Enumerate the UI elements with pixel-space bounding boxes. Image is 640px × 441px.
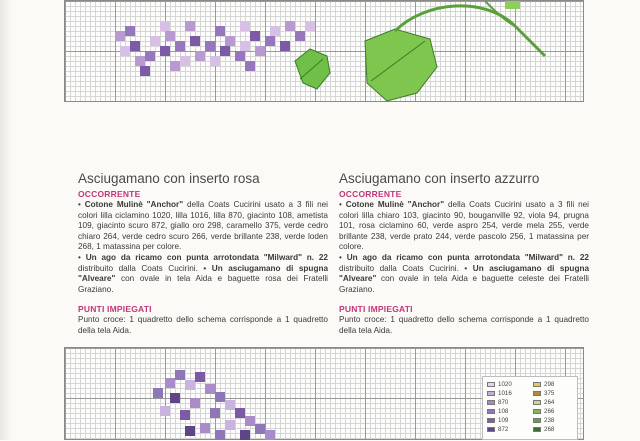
legend-code: 1016 [498, 390, 512, 397]
punti-heading-right: PUNTI IMPIEGATI [339, 304, 413, 315]
lilac-motif-top [65, 1, 585, 103]
materials-text-3-right: con ovale in tela Aida e baguette celeste dei Fratelli Graziano. [339, 274, 589, 294]
legend-swatch [533, 409, 541, 414]
materials-bold-1-right: Cotone Mulinè "Anchor" [345, 200, 445, 209]
legend-swatch [533, 391, 541, 396]
lilac-flowers-bottom [153, 370, 275, 440]
legend-code: 870 [498, 399, 509, 406]
legend-swatch [487, 418, 495, 423]
materials-text-1-left: della Coats Cucirini usato a 3 fili nei colori lilla ciclamino 1020, lilla 1016, lilla 870, giacinto 108, ametista 109, giacinto scuro 872, giallo oro 298, caramello 375, verde cedro chiaro 264, verde cedro scuro 266, verde brillante 238, verde loden 268, 1 matassina per colore. [78, 200, 328, 252]
cross-stitch-chart-top [64, 0, 584, 102]
green-leaves-top [295, 1, 545, 101]
materials-paragraph-2-right: • Un ago da ricamo con punta arrotondata "Milward" n. 22 distribuito dalla Coats Cucirini. • Un asciugamano di spugna "Alveare" con ovale in tela Aida e baguette celeste dei Fratelli Graziano. [339, 252, 589, 294]
article-right [339, 171, 589, 337]
materials-text-2-left: distribuito dalla Coats Cucirini. [78, 263, 198, 273]
materials-bold-3-right: Un asciugamano di spugna "Alveare" [339, 263, 589, 284]
legend-row-1016 [487, 390, 512, 397]
thread-color-legend [482, 376, 578, 440]
legend-code: 1020 [498, 381, 512, 388]
legend-row-109 [487, 417, 508, 424]
page-edge [0, 0, 12, 440]
materials-bold-3-left: Un asciugamano di spugna "Alveare" [78, 263, 328, 284]
legend-swatch [533, 418, 541, 423]
legend-swatch [487, 382, 495, 387]
legend-code: 238 [544, 417, 555, 424]
article-title-right: Asciugamano con inserto azzurro [339, 171, 540, 186]
materials-text-1-right: della Coats Cucirini usato a 3 fili nei colori lilla chiaro 103, giacinto 90, bouganville 92, viola 94, prugna 101, rosa ciclamino 60, verde aspro 254, verde mela 255, verde brillante 238, verde prato 244, verde pascolo 256, 1 matassina per colore. [339, 200, 589, 252]
legend-row-238 [533, 417, 554, 424]
legend-code: 872 [498, 426, 509, 433]
legend-swatch [487, 400, 495, 405]
materials-text-2-right: distribuito dalla Coats Cucirini. [339, 263, 459, 273]
legend-code: 298 [544, 381, 555, 388]
legend-swatch [487, 391, 495, 396]
legend-code: 266 [544, 408, 555, 415]
legend-row-108 [487, 408, 508, 415]
legend-swatch [487, 409, 495, 414]
legend-row-870 [487, 399, 508, 406]
occorrente-heading-right: OCCORRENTE [339, 189, 402, 199]
materials-paragraph-1-right: • Cotone Mulinè "Anchor" della Coats Cucirini usato a 3 fili nei colori lilla chiaro 103, giacinto 90, bouganville 92, viola 94, prugna 101, rosa ciclamino 60, verde aspro 254, verde mela 255, verde brillante 238, verde prato 244, verde pascolo 256, 1 matassina per colore. [339, 200, 589, 252]
materials-paragraph-2-left: • Un ago da ricamo con punta arrotondata "Milward" n. 22 distribuito dalla Coats Cucirini. • Un asciugamano di spugna "Alveare" con ovale in tela Aida e baguette rosa dei Fratelli Graziano. [78, 252, 328, 294]
legend-row-266 [533, 408, 554, 415]
legend-row-298 [533, 381, 554, 388]
legend-swatch [533, 382, 541, 387]
materials-text-3-left: con ovale in tela Aida e baguette rosa dei Fratelli Graziano. [78, 274, 328, 294]
legend-code: 268 [544, 426, 555, 433]
punti-text-right: Punto croce: 1 quadretto dello schema corrisponde a 1 quadretto della tela Aida. [339, 315, 589, 335]
materials-bold-2-right: Un ago da ricamo con punta arrotondata "Milward" n. 22 [346, 252, 589, 262]
legend-code: 375 [544, 390, 555, 397]
legend-code: 108 [498, 408, 509, 415]
legend-row-1020 [487, 381, 512, 388]
materials-bold-1-left: Cotone Mulinè "Anchor" [84, 200, 184, 209]
legend-row-264 [533, 399, 554, 406]
legend-row-268 [533, 426, 554, 433]
legend-row-872 [487, 426, 508, 433]
punti-text-left: Punto croce: 1 quadretto dello schema corrisponde a 1 quadretto della tela Aida. [78, 315, 328, 335]
legend-swatch [533, 427, 541, 432]
materials-paragraph-1-left: • Cotone Mulinè "Anchor" della Coats Cucirini usato a 3 fili nei colori lilla ciclamino 1020, lilla 1016, lilla 870, giacinto 108, ametista 109, giacinto scuro 872, giallo oro 298, caramello 375, verde cedro chiaro 264, verde cedro scuro 266, verde brillante 238, verde loden 268, 1 matassina per colore. [78, 200, 328, 252]
legend-code: 264 [544, 399, 555, 406]
legend-swatch [487, 427, 495, 432]
occorrente-heading-left: OCCORRENTE [78, 189, 141, 199]
legend-swatch [533, 400, 541, 405]
article-title-left: Asciugamano con inserto rosa [78, 171, 260, 186]
legend-row-375 [533, 390, 554, 397]
legend-code: 109 [498, 417, 509, 424]
lilac-flowers-top [115, 21, 315, 76]
article-left [78, 171, 328, 337]
punti-heading-left: PUNTI IMPIEGATI [78, 304, 152, 315]
materials-bold-2-left: Un ago da ricamo con punta arrotondata "Milward" n. 22 [85, 252, 328, 262]
